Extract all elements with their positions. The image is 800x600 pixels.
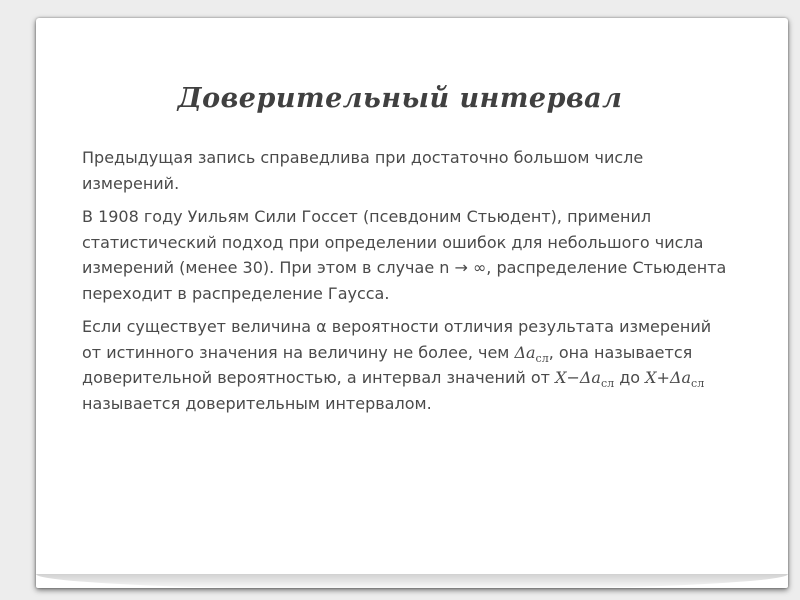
delta-a-term xyxy=(514,342,549,365)
upper-bound-symbol: X+Δa xyxy=(645,368,692,387)
slide-title: Доверительный интервал xyxy=(177,83,623,114)
lower-bound-term xyxy=(555,368,615,391)
paragraph-3-text-a: Если существует величина α вероятности отличия результата измерений от истинного значения на величину не более, чем xyxy=(82,317,712,362)
slide-body xyxy=(82,145,732,424)
delta-a-subscript: сл xyxy=(535,351,549,365)
paragraph-3-text-b: , она называется доверительной вероятностью, а интервал значений от xyxy=(82,342,693,387)
lower-bound-subscript: сл xyxy=(600,377,615,391)
upper-bound-term xyxy=(645,368,705,391)
paragraph-3-text-d: называется доверительным интервалом. xyxy=(82,393,432,413)
paragraph-1: Предыдущая запись справедлива при достаточно большом числе измерений. xyxy=(82,148,644,193)
upper-bound-subscript: сл xyxy=(691,377,705,391)
lower-bound-symbol: X−Δa xyxy=(555,368,601,387)
paragraph-2: В 1908 году Уильям Сили Госсет (псевдоним Стьюдент), применил статистический подход при определении ошибок для небольшого числа измерений (менее 30). При этом в случае n → ∞, распределение Стьюдента переходит в распределение Гаусса. xyxy=(82,207,727,303)
delta-a-symbol: Δa xyxy=(514,342,536,362)
paragraph-3-text-c: до xyxy=(614,368,646,387)
paragraph-3 xyxy=(82,314,732,416)
